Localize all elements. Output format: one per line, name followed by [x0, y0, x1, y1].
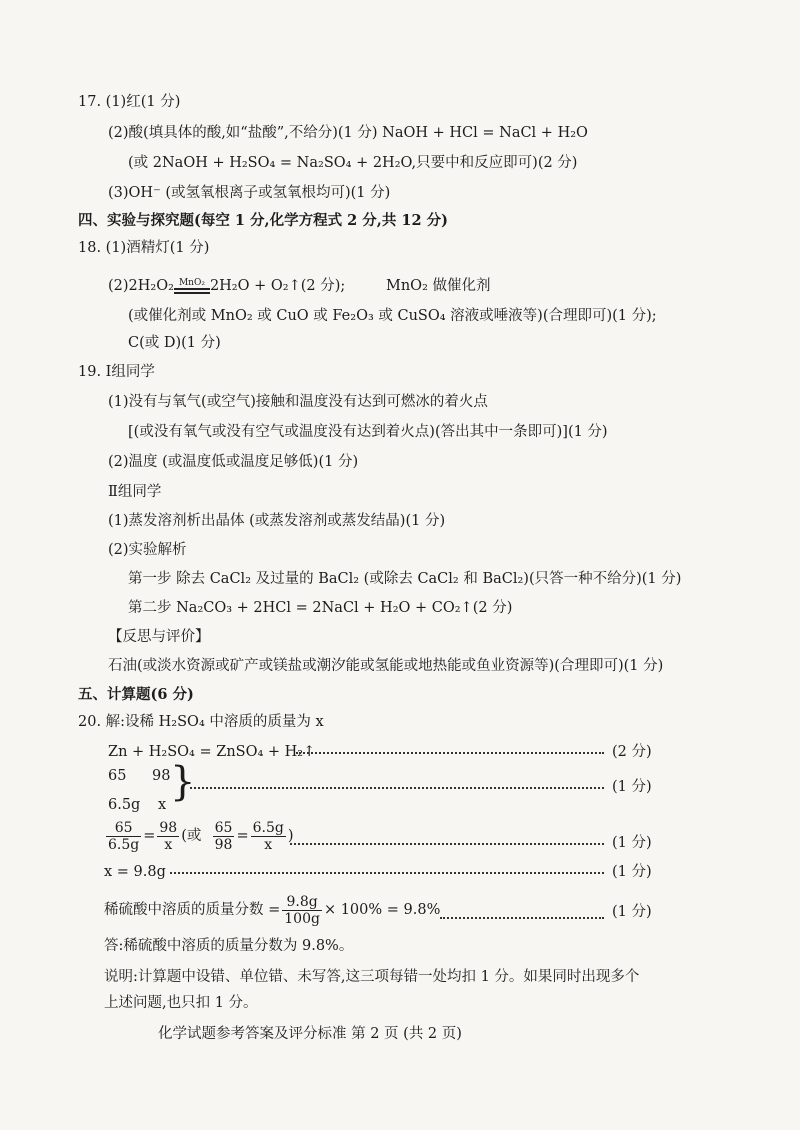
- dot-leader: [170, 872, 604, 874]
- q19-g1-part2: (2)温度 (或温度低或温度足够低)(1 分): [108, 454, 359, 470]
- q19-step1: 第一步 除去 CaCl₂ 及过量的 BaCl₂ (或除去 CaCl₂ 和 BaCl₂)(只答一种不给分)(1 分): [128, 571, 682, 587]
- q19-reflection-answer: 石油(或淡水资源或矿产或镁盐或潮汐能或氢能或地热能或鱼业资源等)(合理即可)(1 分): [108, 658, 664, 674]
- right-brace: }: [170, 759, 196, 805]
- fraction: $\frac{98}{x}$: [159, 819, 178, 853]
- q20-proportion: $\frac{65}{6.5g}$ = $\frac{98}{x}$ (或 $\frac{65}{98}$ = $\frac{6.5g}{x}$ ): [108, 819, 294, 853]
- q20-answer: 答:稀硫酸中溶质的质量分数为 9.8%。: [104, 938, 354, 954]
- q18-reactant: (2)2H₂O₂: [108, 278, 174, 294]
- q19-g1-part1: (1)没有与氧气(或空气)接触和温度没有达到可燃冰的着火点: [108, 394, 488, 410]
- section-4-title: 四、实验与探究题(每空 1 分,化学方程式 2 分,共 12 分): [78, 212, 448, 229]
- section-5-title: 五、计算题(6 分): [78, 686, 194, 703]
- q17-part3: (3)OH⁻ (或氢氧根离子或氢氧根均可)(1 分): [108, 185, 391, 201]
- q20-score-5: (1 分): [612, 904, 652, 920]
- q20-score-2: (1 分): [612, 779, 652, 795]
- q18-products: 2H₂O + O₂↑(2 分);: [209, 278, 346, 294]
- q17-part2-alt: (或 2NaOH + H₂SO₄ = Na₂SO₄ + 2H₂O,只要中和反应即可)(2 分): [128, 155, 578, 171]
- q18-part2: [108, 276, 345, 296]
- q20-ratio-98: 98: [152, 768, 171, 784]
- q18-part2-role: MnO₂ 做催化剂: [386, 278, 491, 294]
- fraction: $\frac{9.8g}{100g}$: [284, 893, 320, 927]
- q20-intro: 20. 解:设稀 H₂SO₄ 中溶质的质量为 x: [78, 714, 324, 730]
- q19-group1: 19. Ⅰ组同学: [78, 364, 155, 380]
- q18-part3: C(或 D)(1 分): [128, 335, 221, 351]
- fraction: $\frac{65}{98}$: [214, 819, 233, 853]
- q18-part2-alt: (或催化剂或 MnO₂ 或 CuO 或 Fe₂O₃ 或 CuSO₄ 溶液或唾液等)(合理即可)(1 分);: [128, 308, 657, 324]
- q19-g2-part2: (2)实验解析: [108, 542, 187, 558]
- catalyst-label: MnO₂: [178, 278, 205, 288]
- q20-score-1: (2 分): [612, 744, 652, 760]
- q19-reflection-heading: 【反思与评价】: [108, 629, 210, 645]
- q19-g2-part1: (1)蒸发溶剂析出晶体 (或蒸发溶剂或蒸发结晶)(1 分): [108, 513, 446, 529]
- dot-leader: [296, 752, 604, 754]
- q20-x-result: x = 9.8g: [104, 864, 166, 880]
- q19-group2: Ⅱ组同学: [108, 484, 162, 500]
- q19-g1-part1-alt: [(或没有氧气或没有空气或温度没有达到着火点)(答出其中一条即可)](1 分): [128, 424, 608, 440]
- q18-part1: 18. (1)酒精灯(1 分): [78, 240, 210, 256]
- page-footer: 化学试题参考答案及评分标准 第 2 页 (共 2 页): [158, 1026, 462, 1042]
- fraction: $\frac{6.5g}{x}$: [252, 819, 284, 853]
- q19-step2: 第二步 Na₂CO₃ + 2HCl = 2NaCl + H₂O + CO₂↑(2 分): [128, 600, 513, 616]
- grading-note-line2: 上述问题,也只扣 1 分。: [104, 995, 258, 1011]
- q17-part1: 17. (1)红(1 分): [78, 94, 181, 110]
- fraction: $\frac{65}{6.5g}$: [108, 819, 140, 853]
- q17-part2: (2)酸(填具体的酸,如“盐酸”,不给分)(1 分) NaOH + HCl = NaCl + H₂O: [108, 125, 588, 141]
- q20-ratio-65: 65: [108, 768, 127, 784]
- q20-ratio-mass: 6.5g: [108, 797, 141, 813]
- dot-leader: [440, 917, 604, 919]
- q20-score-4: (1 分): [612, 864, 652, 880]
- reaction-equals-sign: [174, 278, 210, 294]
- grading-note-line1: 说明:计算题中设错、单位错、未写答,这三项每错一处均扣 1 分。如果同时出现多个: [104, 969, 640, 985]
- q20-percentage: 稀硫酸中溶质的质量分数 = $\frac{9.8g}{100g}$ × 100% = 9.8%: [104, 893, 441, 927]
- dot-leader: [290, 843, 604, 845]
- q20-ratio-x: x: [158, 797, 167, 813]
- q20-equation: Zn + H₂SO₄ = ZnSO₄ + H₂↑: [108, 744, 316, 760]
- q20-score-3: (1 分): [612, 835, 652, 851]
- dot-leader: [190, 787, 604, 789]
